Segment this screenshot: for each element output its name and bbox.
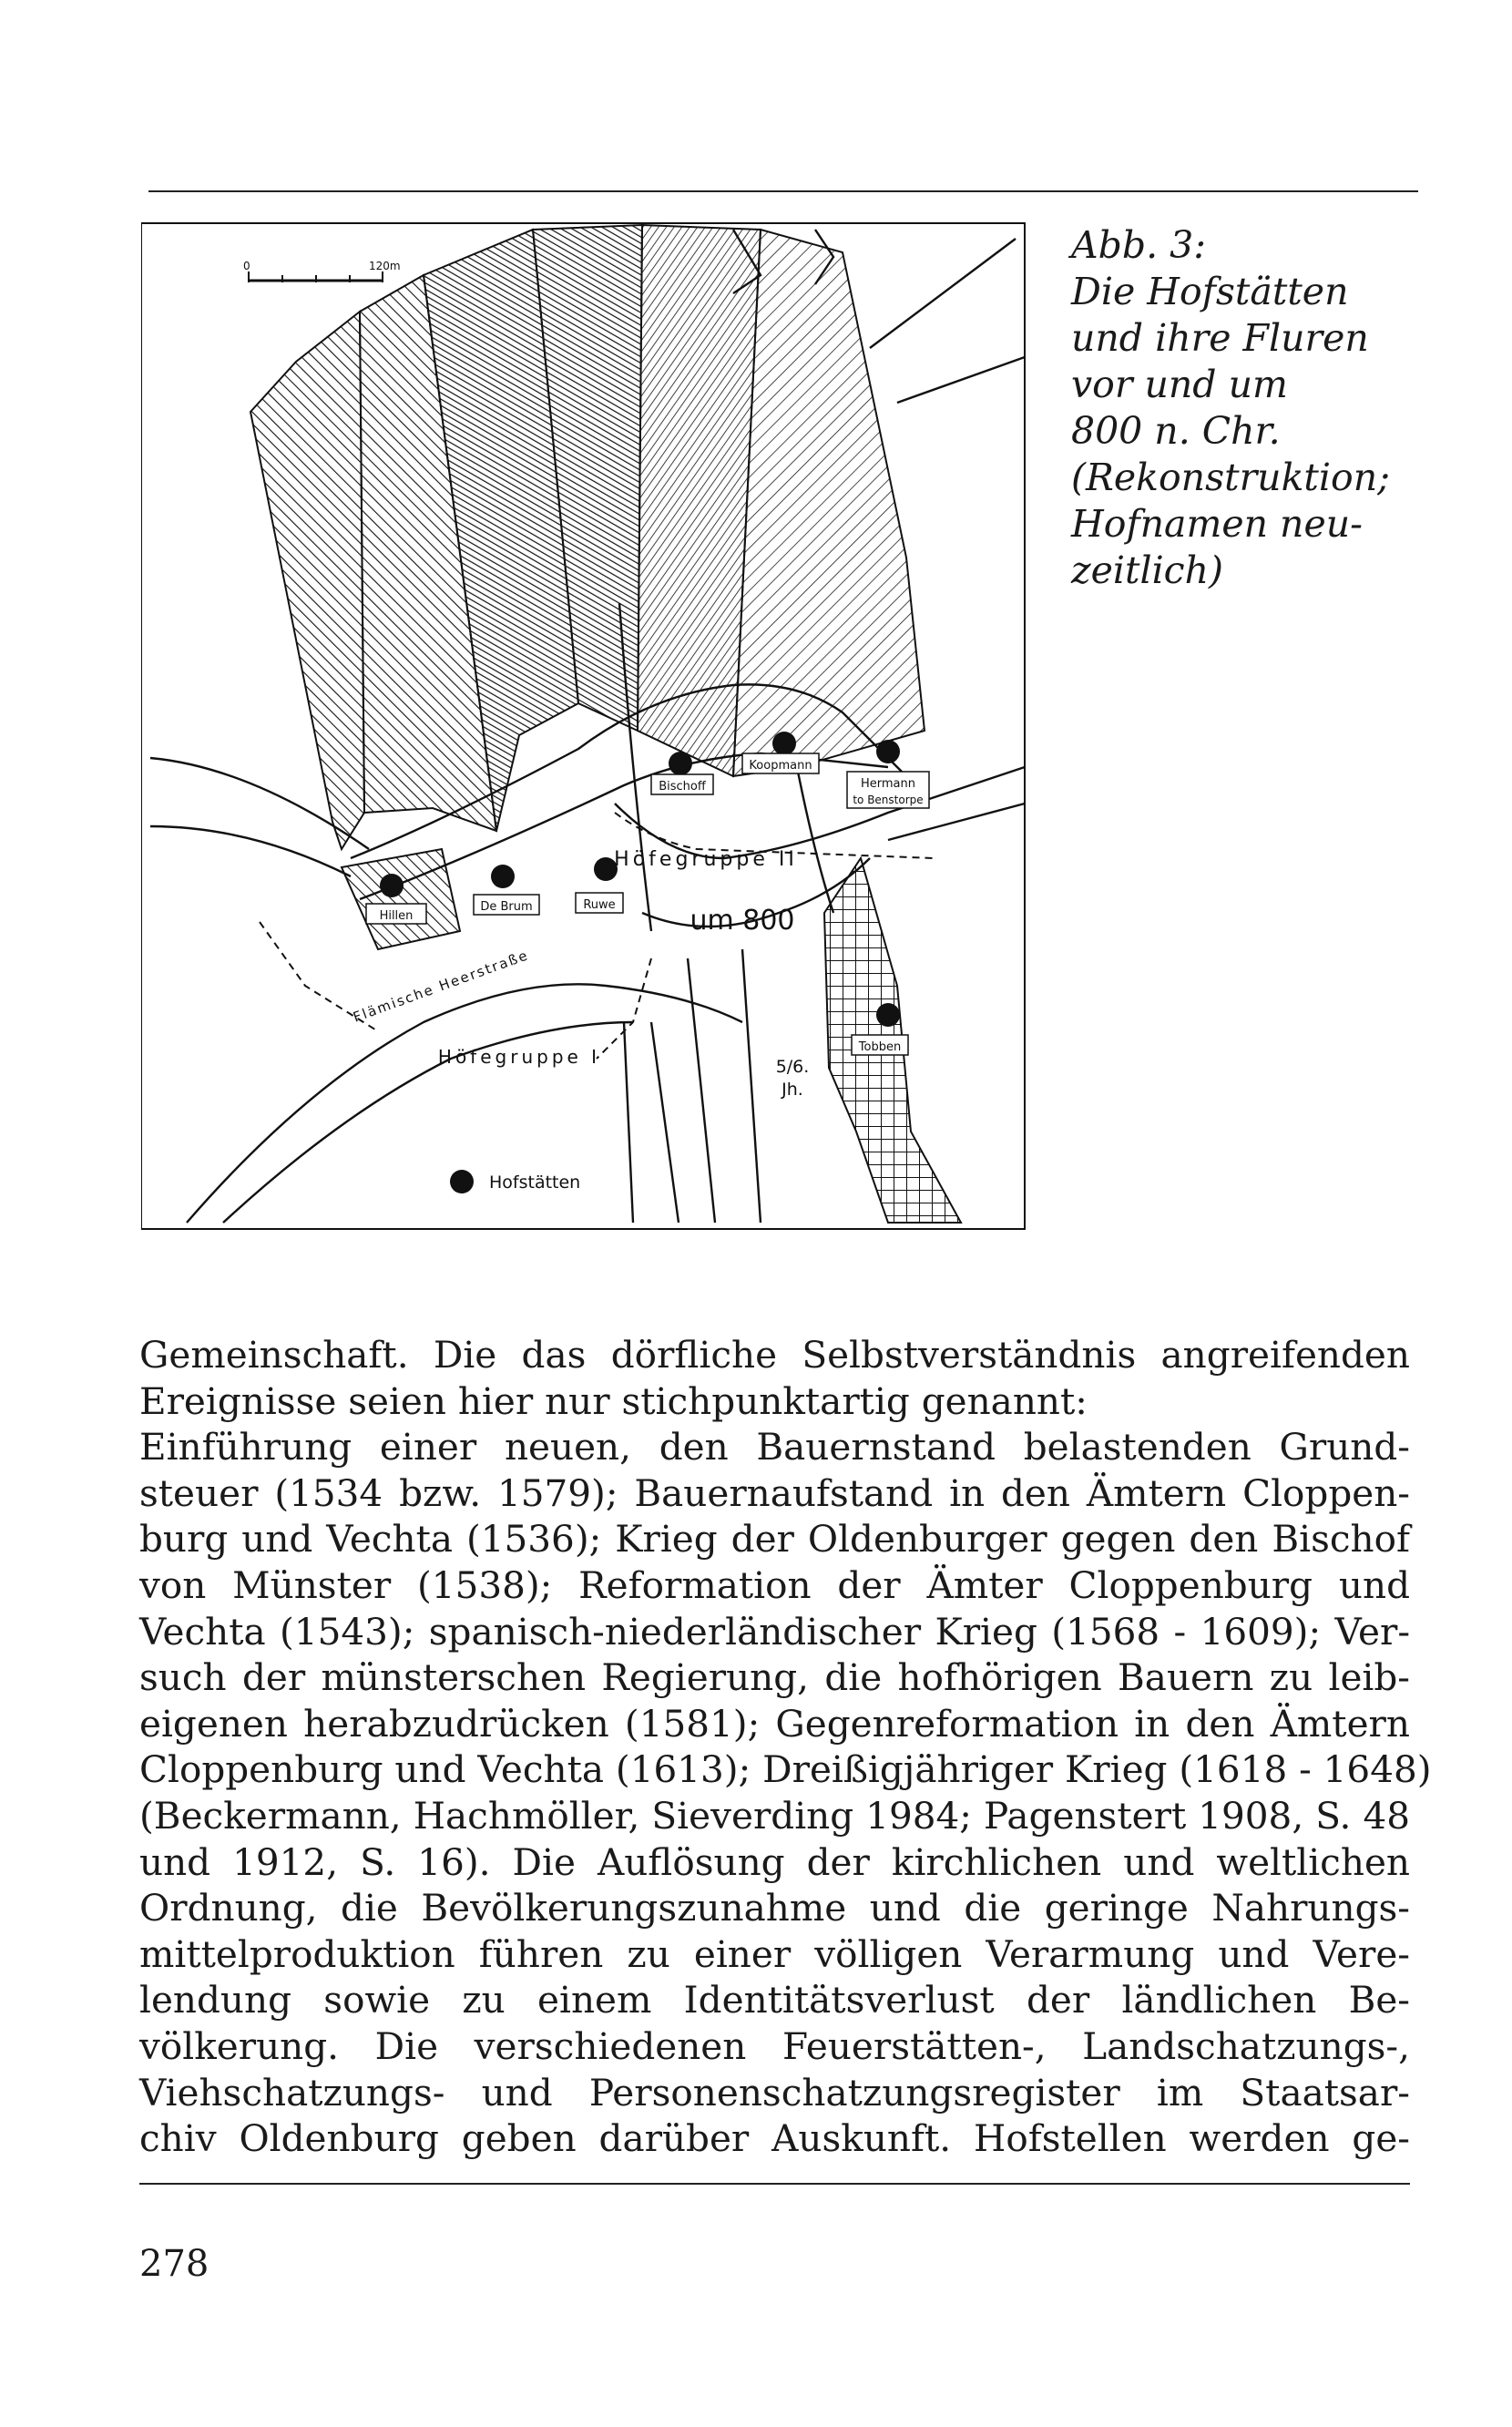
label-bischoff: Bischoff xyxy=(659,780,706,794)
label-hoefegruppe-1: Höfegruppe I xyxy=(437,1046,601,1068)
page-number: 278 xyxy=(139,2243,209,2285)
body-text xyxy=(139,1332,1432,2162)
field-hermann xyxy=(733,230,925,776)
farm-dot-de-brum xyxy=(491,865,515,888)
caption-line: und ihre Fluren xyxy=(1071,316,1369,360)
farm-dot-tobben xyxy=(876,1003,900,1027)
body-line: Einführung einer neuen, den Bauernstand belastenden Grund- xyxy=(139,1425,1410,1470)
label-hermann-line2: to Benstorpe xyxy=(853,794,924,806)
label-tobben: Tobben xyxy=(858,1040,902,1054)
caption-line: 800 n. Chr. xyxy=(1071,409,1281,453)
body-line: Cloppenburg und Vechta (1613); Dreißigjähriger Krieg (1618 - 1648) xyxy=(139,1747,1432,1792)
caption-line: zeitlich) xyxy=(1071,548,1224,592)
figure-caption xyxy=(1071,222,1472,594)
body-line: Ereignisse seien hier nur stichpunktartig genannt: xyxy=(139,1378,1088,1423)
legend-dot xyxy=(450,1170,474,1193)
body-line: Viehschatzungs- und Personenschatzungsregister im Staatsar- xyxy=(139,2070,1410,2115)
top-rule xyxy=(148,190,1418,192)
label-56-jh-line2: Jh. xyxy=(782,1080,803,1100)
scale-bar xyxy=(243,260,401,282)
body-line: lendung sowie zu einem Identitätsverlust der ländlichen Be- xyxy=(139,1978,1410,2022)
field-lower xyxy=(342,849,460,949)
body-line: eigenen herabzudrücken (1581); Gegenreformation in den Ämtern xyxy=(139,1701,1410,1746)
label-de-brum: De Brum xyxy=(480,900,533,914)
caption-line: Abb. 3: xyxy=(1071,223,1207,267)
body-line: und 1912, S. 16). Die Auflösung der kirchlichen und weltlichen xyxy=(139,1839,1410,1884)
body-line: Gemeinschaft. Die das dörfliche Selbstverständnis angreifenden xyxy=(139,1333,1410,1377)
body-line: von Münster (1538); Reformation der Ämter Cloppenburg und xyxy=(139,1562,1410,1607)
label-hermann-line1: Hermann xyxy=(861,777,915,791)
farm-dot-koopmann xyxy=(772,732,796,755)
body-line: völkerung. Die verschiedenen Feuerstätten-, Landschatzungs-, xyxy=(139,2023,1410,2068)
body-line: Vechta (1543); spanisch-niederländischer Krieg (1568 - 1609); Ver- xyxy=(139,1609,1410,1654)
body-line: chiv Oldenburg geben darüber Auskunft. Hofstellen werden ge- xyxy=(139,2116,1410,2161)
legend-label: Hofstätten xyxy=(489,1173,581,1193)
body-line: Ordnung, die Bevölkerungszunahme und die geringe Nahrungs- xyxy=(139,1886,1410,1930)
label-56-jh-line1: 5/6. xyxy=(775,1057,810,1077)
label-ruwe: Ruwe xyxy=(583,898,616,912)
caption-line: (Rekonstruktion; xyxy=(1071,456,1390,499)
body-line: such der münsterschen Regierung, die hofhörigen Bauern zu leib- xyxy=(139,1655,1410,1700)
body-line: (Beckermann, Hachmöller, Sieverding 1984; Pagenstert 1908, S. 48 xyxy=(139,1793,1410,1838)
farm-dot-hillen xyxy=(380,874,404,897)
farm-dot-hermann xyxy=(876,740,900,763)
label-koopmann: Koopmann xyxy=(749,759,812,773)
field-hillen xyxy=(250,312,364,849)
caption-line: Die Hofstätten xyxy=(1071,270,1349,313)
bottom-rule xyxy=(139,2183,1410,2185)
body-line: mittelproduktion führen zu einer völligen Verarmung und Vere- xyxy=(139,1931,1410,1976)
farm-dot-bischoff xyxy=(669,752,692,775)
label-hillen: Hillen xyxy=(379,909,414,923)
scale-end-label: 120m xyxy=(369,260,401,272)
body-line: steuer (1534 bzw. 1579); Bauernaufstand in den Ämtern Cloppen- xyxy=(139,1470,1410,1515)
label-road: Flämische Heerstraße xyxy=(351,947,532,1026)
label-hoefegruppe-2: Höfegruppe II xyxy=(614,848,798,871)
caption-line: Hofnamen neu- xyxy=(1071,502,1363,546)
caption-line: vor und um xyxy=(1071,363,1288,406)
scale-start-label: 0 xyxy=(243,260,250,272)
label-um-800: um 800 xyxy=(690,905,795,937)
farmstead-map xyxy=(141,220,1029,1234)
body-line: burg und Vechta (1536); Krieg der Oldenburger gegen den Bischof xyxy=(139,1517,1410,1562)
